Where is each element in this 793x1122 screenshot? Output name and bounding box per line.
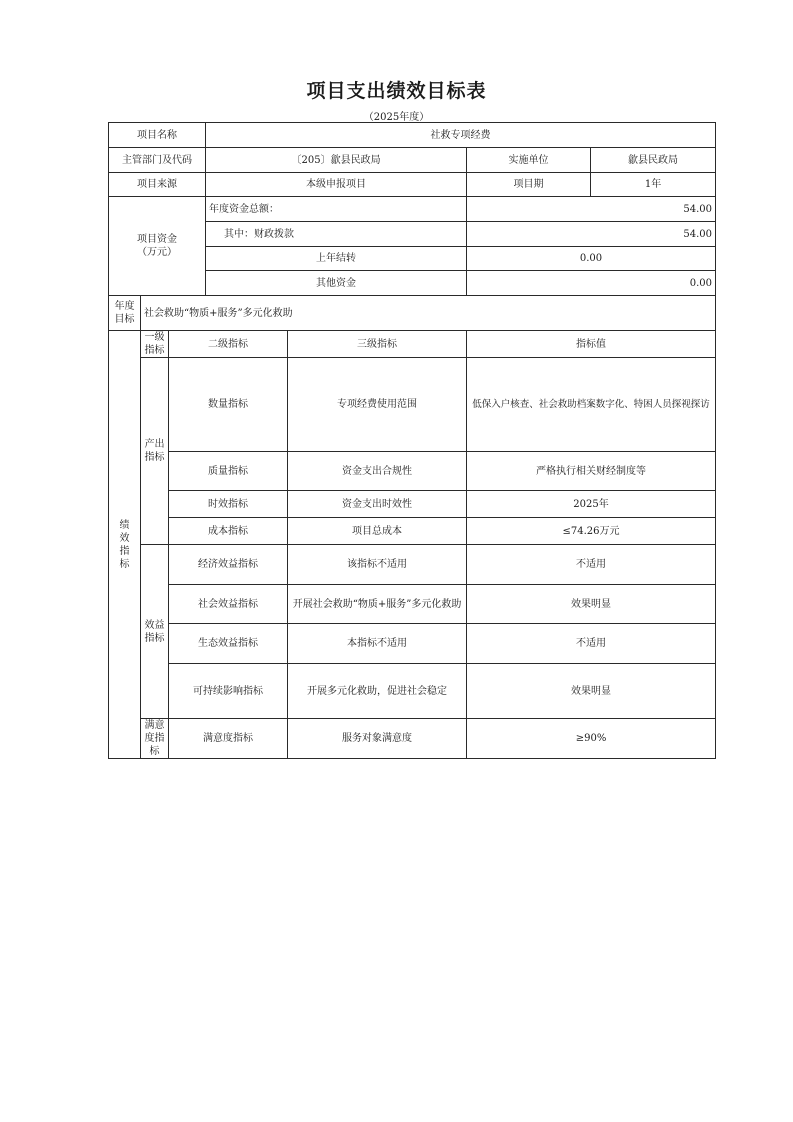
col-level1-header <box>141 331 169 358</box>
funds-fiscal-value: 54.00 <box>467 222 716 247</box>
table-row <box>109 452 716 491</box>
page-subtitle: （2025年度） <box>363 112 430 123</box>
funds-row-total <box>109 197 716 222</box>
level3-cell: 资金支出时效性 <box>288 491 467 518</box>
annual-goal-label-line1: 年度 <box>114 301 135 312</box>
funds-other-label: 其他资金 <box>206 271 467 296</box>
source-row <box>109 173 716 197</box>
performance-label-char: 绩 <box>119 519 130 531</box>
performance-label-char: 指 <box>119 545 130 557</box>
level3-cell: 资金支出合规性 <box>288 452 467 491</box>
level3-cell: 开展多元化救助，促进社会稳定 <box>288 664 467 719</box>
level2-cell: 可持续影响指标 <box>169 664 288 719</box>
funds-label-line2: （万元） <box>137 247 178 258</box>
project-name-row <box>109 123 716 148</box>
col-level2-header: 二级指标 <box>169 331 288 358</box>
project-name-label: 项目名称 <box>109 123 206 148</box>
level3-cell: 开展社会救助“物质+服务”多元化救助 <box>288 585 467 624</box>
unit-value: 歙县民政局 <box>591 148 716 173</box>
group-output-line1: 产出 <box>144 439 165 450</box>
group-output-line2: 指标 <box>144 452 165 463</box>
table-row <box>109 664 716 719</box>
group-benefit-line1: 效益 <box>144 619 165 631</box>
value-cell: 2025年 <box>467 491 716 518</box>
table-row <box>109 491 716 518</box>
level3-cell: 本指标不适用 <box>288 624 467 664</box>
funds-carryover-label: 上年结转 <box>206 247 467 271</box>
period-label: 项目期 <box>467 173 591 197</box>
value-cell: 严格执行相关财经制度等 <box>467 452 716 491</box>
col-value-header: 指标值 <box>467 331 716 358</box>
funds-label-line1: 项目资金 <box>137 234 178 245</box>
funds-other-value: 0.00 <box>467 271 716 296</box>
funds-fiscal-label: 其中：财政拨款 <box>206 222 467 247</box>
value-cell: 不适用 <box>467 624 716 664</box>
group-benefit-label <box>141 545 169 719</box>
dept-row <box>109 148 716 173</box>
level2-cell: 成本指标 <box>169 518 288 545</box>
performance-header-row <box>109 331 716 358</box>
project-name-value: 社救专项经费 <box>206 123 716 148</box>
page-title: 项目支出绩效目标表 <box>306 80 487 102</box>
performance-label <box>109 331 141 759</box>
performance-label-char: 效 <box>119 532 130 544</box>
performance-label-char: 标 <box>119 558 130 570</box>
annual-goal-label-line2: 目标 <box>114 314 135 325</box>
table-row <box>109 585 716 624</box>
table-row <box>109 358 716 452</box>
dept-label: 主管部门及代码 <box>109 148 206 173</box>
table-row <box>109 518 716 545</box>
value-cell: 效果明显 <box>467 664 716 719</box>
level2-cell: 质量指标 <box>169 452 288 491</box>
table-row <box>109 719 716 759</box>
dept-value: 〔205〕歙县民政局 <box>206 148 467 173</box>
group-satisfaction-line2: 度指 <box>144 733 165 744</box>
value-cell: ≥90% <box>467 719 716 759</box>
level2-cell: 生态效益指标 <box>169 624 288 664</box>
annual-goal-label <box>109 296 141 331</box>
table-row <box>109 545 716 585</box>
funds-carryover-value: 0.00 <box>467 247 716 271</box>
source-label: 项目来源 <box>109 173 206 197</box>
group-satisfaction-label <box>141 719 169 759</box>
level2-cell: 社会效益指标 <box>169 585 288 624</box>
level2-cell: 满意度指标 <box>169 719 288 759</box>
value-cell: 低保入户核查、社会救助档案数字化、特困人员探视探访 <box>467 358 716 452</box>
level3-cell: 该指标不适用 <box>288 545 467 585</box>
period-value: 1年 <box>591 173 716 197</box>
level3-cell: 服务对象满意度 <box>288 719 467 759</box>
source-value: 本级申报项目 <box>206 173 467 197</box>
group-benefit-line2: 指标 <box>144 632 165 644</box>
performance-target-table <box>108 122 716 759</box>
col-level1-line2: 指标 <box>144 345 165 356</box>
group-output-label <box>141 358 169 545</box>
level3-cell: 项目总成本 <box>288 518 467 545</box>
level2-cell: 时效指标 <box>169 491 288 518</box>
level2-cell: 数量指标 <box>169 358 288 452</box>
unit-label: 实施单位 <box>467 148 591 173</box>
value-cell: 效果明显 <box>467 585 716 624</box>
funds-total-label: 年度资金总额： <box>206 197 467 222</box>
col-level1-line1: 一级 <box>144 332 165 343</box>
funds-label <box>109 197 206 296</box>
col-level3-header: 三级指标 <box>288 331 467 358</box>
value-cell: 不适用 <box>467 545 716 585</box>
group-satisfaction-line1: 满意 <box>144 720 165 731</box>
group-satisfaction-line3: 标 <box>149 746 160 757</box>
funds-total-value: 54.00 <box>467 197 716 222</box>
annual-goal-text: 社会救助“物质+服务”多元化救助 <box>141 296 716 331</box>
value-cell: ≤74.26万元 <box>467 518 716 545</box>
level2-cell: 经济效益指标 <box>169 545 288 585</box>
annual-goal-row <box>109 296 716 331</box>
level3-cell: 专项经费使用范围 <box>288 358 467 452</box>
table-row <box>109 624 716 664</box>
